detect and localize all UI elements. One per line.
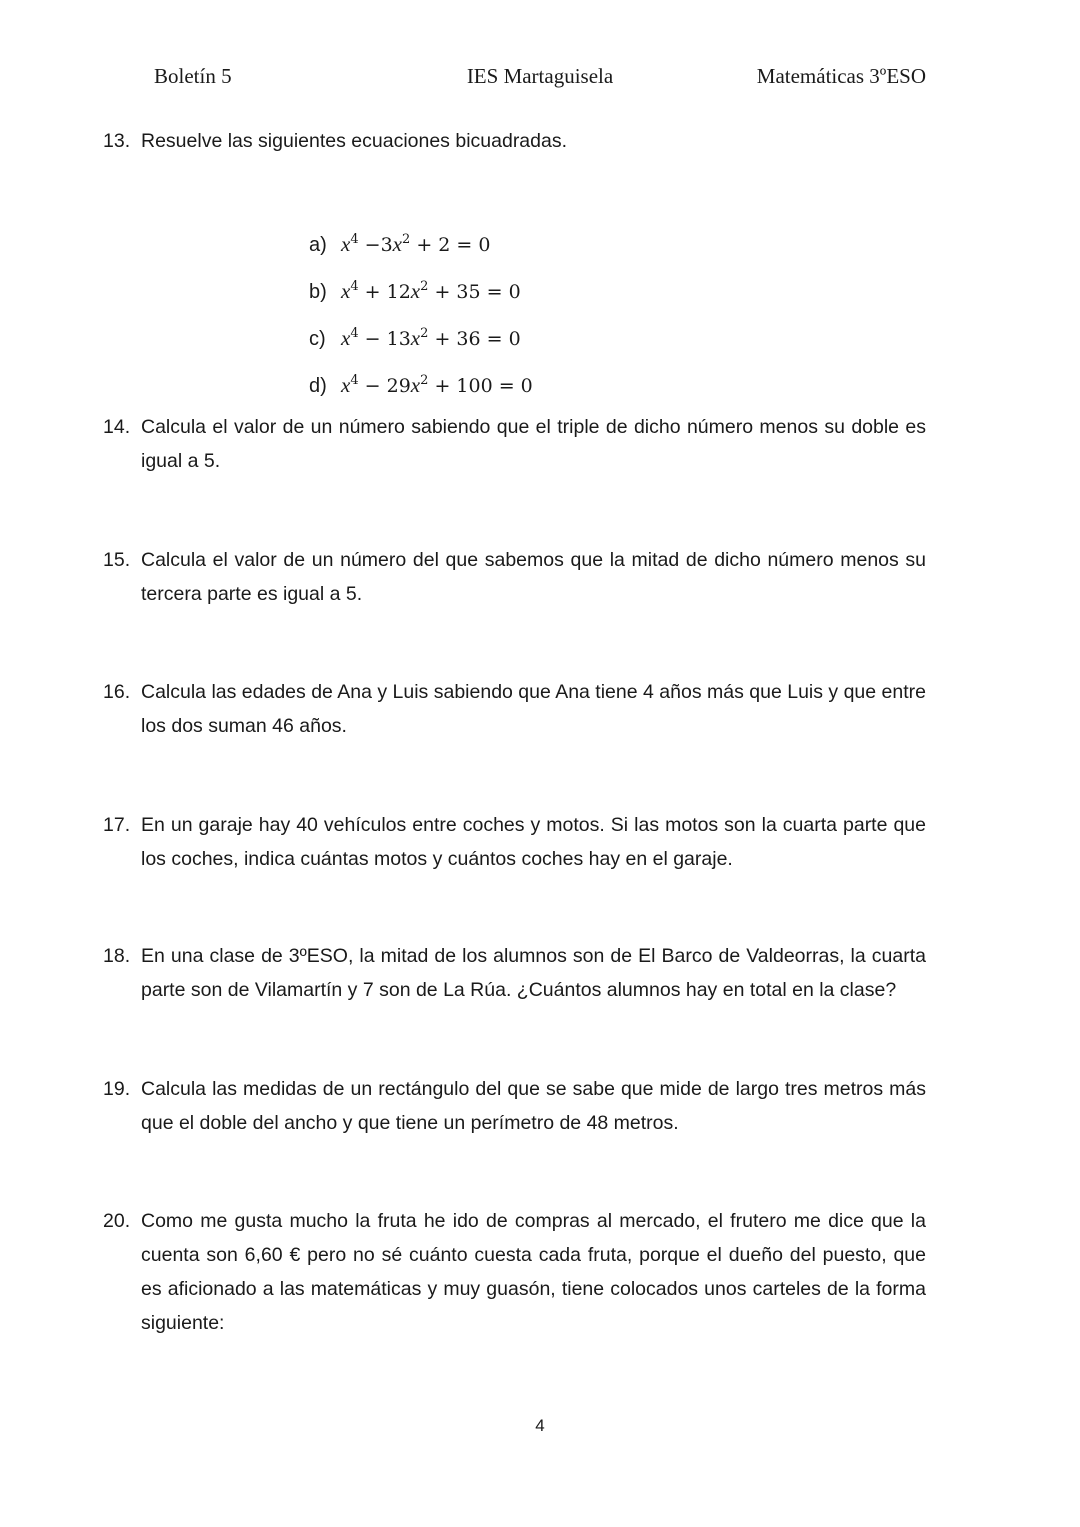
question-number: 16. xyxy=(103,681,131,703)
equation-label: c) xyxy=(309,328,326,350)
page-number: 4 xyxy=(535,1416,545,1435)
question-13 xyxy=(103,124,926,158)
question-number: 20. xyxy=(103,1210,131,1232)
header-left: Boletín 5 xyxy=(154,64,232,88)
equation-a: a) $x^4 -3x^2 + 2 = 0$ xyxy=(309,232,491,256)
equation-label: d) xyxy=(309,375,327,397)
question-text: En un garaje hay 40 vehículos entre coches y motos. Si las motos son la cuarta parte que los coches, indica cuántas motos y cuántos coches hay en el garaje. xyxy=(141,814,926,870)
question-text: Calcula las medidas de un rectángulo del que se sabe que mide de largo tres metros más que el doble del ancho y que tiene un perímetro de 48 metros. xyxy=(141,1078,926,1134)
question-number: 13. xyxy=(103,130,131,152)
question-18 xyxy=(103,939,926,1007)
question-15 xyxy=(103,543,926,611)
question-14 xyxy=(103,410,926,478)
header-center: IES Martaguisela xyxy=(466,64,614,88)
question-text: Calcula el valor de un número del que sabemos que la mitad de dicho número menos su tercera parte es igual a 5. xyxy=(141,549,926,605)
question-text: Como me gusta mucho la fruta he ido de compras al mercado, el frutero me dice que la cuenta son 6,60 € pero no sé cuánto cuesta cada fruta, porque el dueño del puesto, que es aficionado a las matemáticas y muy guasón, tiene colocados unos carteles de la forma siguiente: xyxy=(141,1210,926,1334)
equation-d: d) $x^4 - 29x^2 + 100 = 0$ xyxy=(309,373,533,397)
question-number: 15. xyxy=(103,549,131,571)
equation-label: b) xyxy=(309,281,327,303)
question-number: 14. xyxy=(103,416,131,438)
header-right: Matemáticas 3ºESO xyxy=(756,64,926,88)
question-number: 19. xyxy=(103,1078,131,1100)
question-number: 18. xyxy=(103,945,131,967)
question-17 xyxy=(103,808,926,876)
question-text: Calcula el valor de un número sabiendo que el triple de dicho número menos su doble es igual a 5. xyxy=(141,416,926,472)
question-text: Calcula las edades de Ana y Luis sabiendo que Ana tiene 4 años más que Luis y que entre los dos suman 46 años. xyxy=(141,681,926,737)
question-text: En una clase de 3ºESO, la mitad de los alumnos son de El Barco de Valdeorras, la cuarta parte son de Vilamartín y 7 son de La Rúa. ¿Cuántos alumnos hay en total en la clase? xyxy=(141,945,926,1001)
equation-b: b) $x^4 + 12x^2 + 35 = 0$ xyxy=(309,279,521,303)
question-number: 17. xyxy=(103,814,131,836)
equation-label: a) xyxy=(309,234,327,256)
question-20 xyxy=(103,1204,926,1340)
equation-c: c) $x^4 - 13x^2 + 36 = 0$ xyxy=(309,326,521,350)
question-text: Resuelve las siguientes ecuaciones bicuadradas. xyxy=(141,130,568,152)
question-16 xyxy=(103,675,926,743)
question-19 xyxy=(103,1072,926,1140)
